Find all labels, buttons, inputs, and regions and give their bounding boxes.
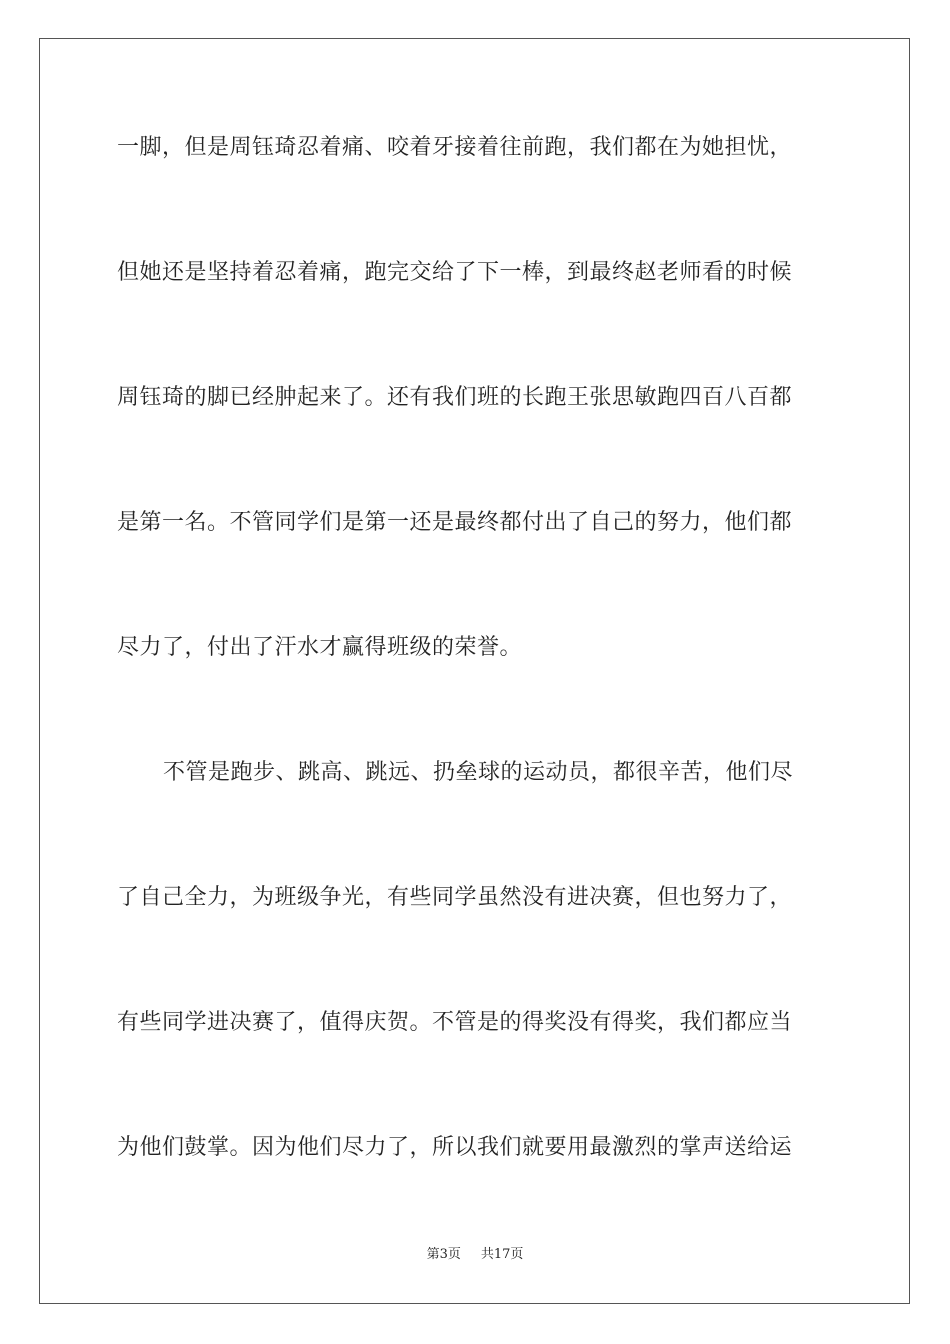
page-border — [39, 38, 910, 1304]
text-line-1: 一脚，但是周钰琦忍着痛、咬着牙接着往前跑，我们都在为她担忧， — [117, 135, 793, 160]
text-line-5: 尽力了，付出了汗水才赢得班级的荣誉。 — [117, 635, 523, 660]
text-line-9: 为他们鼓掌。因为他们尽力了，所以我们就要用最激烈的掌声送给运 — [117, 1135, 793, 1160]
text-line-8: 有些同学进决赛了，值得庆贺。不管是的得奖没有得奖，我们都应当 — [117, 1010, 793, 1035]
page-footer — [0, 1246, 950, 1264]
text-line-6-paragraph-start: 不管是跑步、跳高、跳远、扔垒球的运动员，都很辛苦，他们尽 — [163, 760, 794, 785]
page-total: 共17页 — [480, 1247, 524, 1262]
text-line-2: 但她还是坚持着忍着痛，跑完交给了下一棒，到最终赵老师看的时候 — [117, 260, 793, 285]
text-line-4: 是第一名。不管同学们是第一还是最终都付出了自己的努力，他们都 — [117, 510, 793, 535]
text-line-3: 周钰琦的脚已经肿起来了。还有我们班的长跑王张思敏跑四百八百都 — [117, 385, 793, 410]
page-number: 第3页 — [426, 1247, 461, 1262]
text-line-7: 了自己全力，为班级争光，有些同学虽然没有进决赛，但也努力了， — [117, 885, 793, 910]
